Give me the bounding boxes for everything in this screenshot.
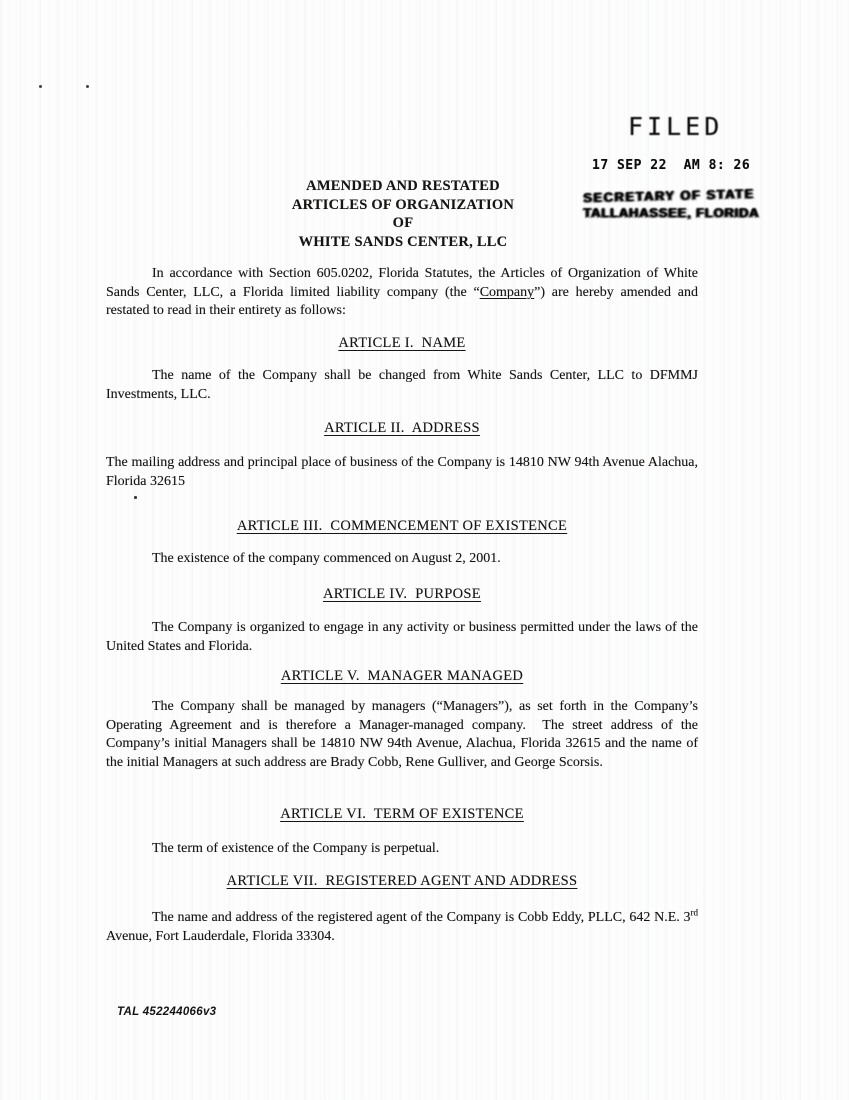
document-title-line4: WHITE SANDS CENTER, LLC: [298, 233, 508, 250]
document-title: [106, 177, 700, 251]
article-7-heading: ARTICLE VII. REGISTERED AGENT AND ADDRESS: [226, 873, 578, 889]
article-2-heading: ARTICLE II. ADDRESS: [324, 420, 480, 436]
filed-stamp-datetime: 17 SEP 22 AM 8: 26: [592, 158, 751, 173]
scan-speck: [134, 496, 137, 499]
article-4-body: The Company is organized to engage in any activity or business permitted under the laws of the United States and Florida.: [106, 620, 698, 654]
article-1-heading: ARTICLE I. NAME: [338, 335, 466, 351]
document-title-line3: OF: [392, 215, 414, 231]
article-5-body: The Company shall be managed by managers (“Managers”), as set forth in the Company’s Operating Agreement and is therefore a Manager-managed company. The street address of the Company’s initial Managers shall be 14810 NW 94th Avenue, Alachua, Florida 32615 and the name of the initial Managers at such address are Brady Cobb, Rene Gulliver, and George Scorsis.: [106, 699, 698, 770]
scan-speck: [86, 85, 89, 88]
article-6-body: The term of existence of the Company is perpetual.: [152, 841, 440, 856]
article-4-heading: ARTICLE IV. PURPOSE: [323, 586, 481, 602]
document-title-line2: ARTICLES OF ORGANIZATION: [291, 196, 515, 213]
article-3-heading: ARTICLE III. COMMENCEMENT OF EXISTENCE: [236, 518, 568, 534]
intro-text-after: ”) are hereby amended and restated to read in their entirety as follows:: [106, 284, 698, 318]
stamp-office-line2: TALLAHASSEE, FLORIDA: [583, 204, 760, 220]
document-title-line1: AMENDED AND RESTATED: [306, 178, 500, 194]
article-5-heading: ARTICLE V. MANAGER MANAGED: [280, 668, 524, 684]
article-6-heading: ARTICLE VI. TERM OF EXISTENCE: [280, 806, 524, 822]
intro-company-defined-term: Company: [479, 284, 535, 300]
article-7-body-before: The name and address of the registered agent of the Company is Cobb Eddy, PLLC, 642 N.E. 3: [152, 910, 691, 925]
article-7-body-after: Avenue, Fort Lauderdale, Florida 33304.: [106, 928, 335, 944]
article-7-ordinal-suffix: rd: [690, 907, 698, 918]
article-1-body: The name of the Company shall be changed from White Sands Center, LLC to DFMMJ Investments, LLC.: [106, 368, 698, 402]
footer-document-code: TAL 452244066v3: [117, 1006, 217, 1018]
article-7-body: [106, 909, 698, 946]
scan-speck: [39, 85, 42, 88]
article-2-body: The mailing address and principal place of business of the Company is 14810 NW 94th Avenue Alachua, Florida 32615: [106, 455, 698, 489]
stamp-office-line1: SECRETARY OF STATE: [582, 185, 755, 205]
intro-paragraph: [106, 265, 698, 321]
article-3-body: The existence of the company commenced on August 2, 2001.: [152, 551, 501, 566]
intro-text-before: In accordance with Section 605.0202, Florida Statutes, the Articles of Organization of White Sands Center, LLC, a Florida limited liability company (the “: [106, 266, 698, 300]
filed-stamp-text: FILED: [628, 112, 724, 141]
